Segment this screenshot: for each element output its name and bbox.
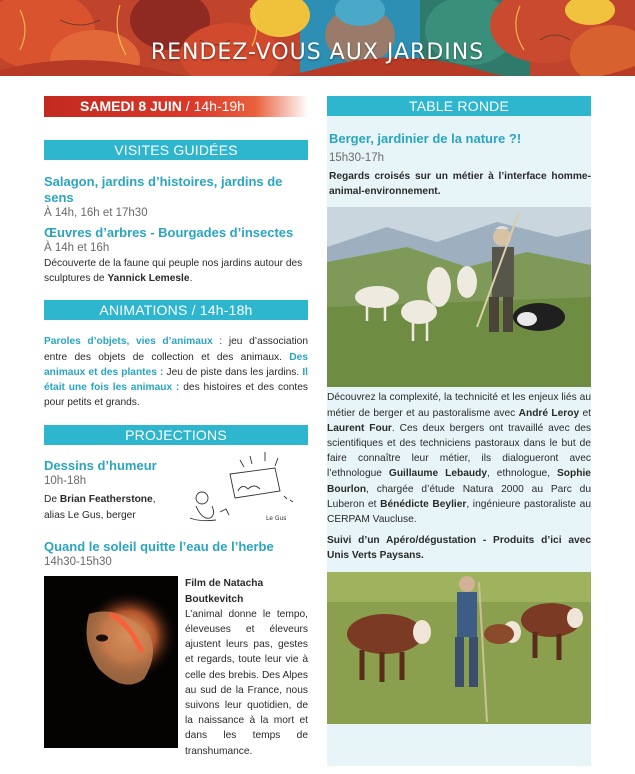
table-ronde-subtitle: Regards croisés sur un métier à l’interface homme-animal-environnement.	[329, 171, 591, 198]
visites-heading: VISITES GUIDÉES	[44, 140, 308, 160]
author-name: Brian Featherstone	[59, 494, 153, 506]
projections-heading: PROJECTIONS	[44, 425, 308, 445]
speaker-1: André Leroy	[518, 407, 580, 419]
animation-3-title: Il était une fois les animaux :	[44, 366, 309, 394]
table-ronde-heading: TABLE RONDE	[327, 96, 591, 116]
sketch-drawing	[180, 446, 308, 534]
projection-1	[44, 458, 308, 536]
speaker-3: Guillaume Lebaudy	[388, 468, 488, 480]
artist-name: Yannick Lemesle	[107, 273, 190, 285]
banner-title: RENDEZ-VOUS AUX JARDINS	[150, 40, 485, 65]
animations-heading: ANIMATIONS / 14h-18h	[44, 300, 308, 320]
visite-2-title: Œuvres d’arbres - Bourgades d’insectes	[44, 225, 294, 240]
table-ronde-title: Berger, jardinier de la nature ?!	[329, 131, 522, 146]
shepherd-goats-photo	[327, 207, 591, 387]
visite-item-1	[44, 174, 308, 221]
animations-text: Paroles d’objets, vies d’animaux : jeu d’association entre des objets de collection et des animaux. Des animaux et des plantes : Jeu de piste dans les jardins. Il était une fois les animaux : des histoires et des contes pour petits et grands.	[44, 336, 309, 409]
projection-1-title: Dessins d’humeur	[44, 458, 157, 474]
date-label: SAMEDI 8 JUIN	[80, 98, 182, 114]
projection-1-credit: De Brian Featherstone, alias Le Gus, berger	[44, 494, 156, 521]
film-credit: Film de Natacha Boutkevitch	[185, 578, 264, 605]
speaker-2: Laurent Four	[327, 422, 392, 434]
date-hours: / 14h-19h	[181, 98, 245, 114]
apero-note: Suivi d’un Apéro/dégustation - Produits d’ici avec Unis Verts Paysans.	[327, 535, 591, 562]
visite-item-2	[44, 225, 308, 286]
sheep-photo	[44, 576, 178, 748]
left-column	[44, 96, 309, 757]
speaker-4: Sophie Bourlon	[327, 468, 591, 495]
header-banner	[0, 0, 635, 76]
table-ronde-time: 15h30-17h	[329, 152, 384, 164]
visite-2-time: À 14h et 16h	[44, 242, 110, 254]
projection-1-time: 10h-18h	[44, 475, 87, 488]
projection-2-title: Quand le soleil quitte l’eau de l’herbe	[44, 539, 274, 555]
animation-2-title: Des animaux et des plantes :	[44, 351, 308, 378]
visite-1-time: À 14h, 16h et 17h30	[44, 207, 148, 219]
visite-2-description: Découverte de la faune qui peuple nos jardins autour des sculptures de Yannick Lemesle.	[44, 258, 303, 285]
visite-1-title: Salagon, jardins d’histoires, jardins de sens	[44, 174, 283, 205]
right-column	[327, 96, 591, 766]
speaker-5: Bénédicte Beylier	[380, 498, 467, 510]
projection-2-time: 14h30-15h30	[44, 556, 112, 569]
date-bar	[44, 96, 308, 117]
projection-2	[44, 576, 308, 757]
animation-1-title: Paroles d’objets, vies d’animaux	[44, 336, 213, 348]
shepherd-cows-photo	[327, 572, 591, 724]
sketch-caption: Le Gus	[266, 515, 287, 523]
table-ronde-description: Découvrez la complexité, la technicité et les enjeux liés au métier de berger et au pastoralisme avec André Leroy et Laurent Four. Ces deux bergers ont travaillé avec des scientifiques et des techniciens pastoraux dans le but de faire connaître leur métier, ils dialogueront avec l’ethnologue Guillaume Lebaudy, ethnologue, Sophie Bourlon, chargée d’étude Natura 2000 au Parc du Luberon et Bénédicte Beylier, ingénieure pastoraliste au CERPAM Vaucluse.	[327, 392, 592, 526]
film-description: L’animal donne le tempo, éleveuses et éleveurs ajustent leurs pas, gestes et regards, toute leur vie à celle des brebis. Des Alpes au sud de la France, nous suivons leur quotidien, de la naissance à la mort et dans les temps de transhumance.	[185, 608, 308, 757]
